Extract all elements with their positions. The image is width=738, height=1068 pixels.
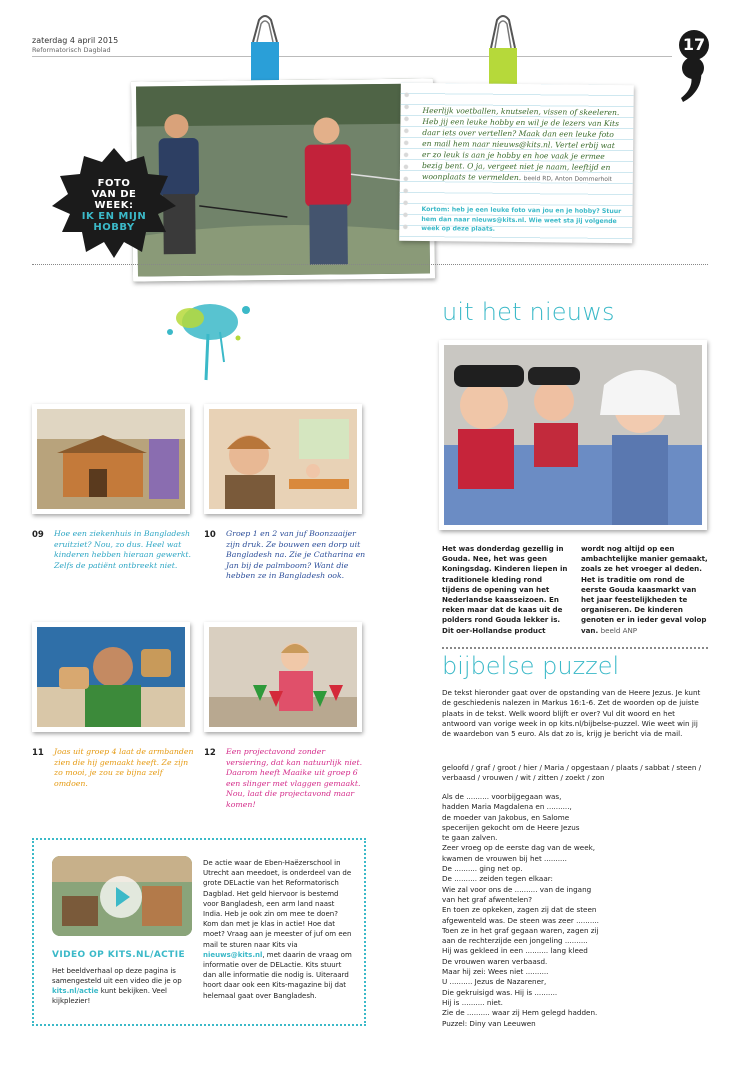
badge-line-4: HOBBY [93,222,135,233]
item-number-11: 11 [32,748,44,758]
photo-12 [204,622,362,732]
badge-line-2: VAN DE WEEK: [91,189,137,211]
comma-logo-icon [679,56,707,104]
item-caption-10: Groep 1 en 2 van juf Boonzaaijer zijn druk. Ze bouwen een dorp uit Bangladesh na. Zie je Catharina en Jan bij de palmboom? Want die hebben ze in Bangladesh ook. [226,529,366,580]
photo-09 [32,404,190,514]
girl-garland-illustration [209,627,357,727]
newspaper-name: Reformatorisch Dagblad [32,46,111,54]
header-rule [32,56,672,57]
photo-of-week-image [131,78,435,281]
puzzle-word-list: geloofd / graf / groot / hier / Maria / opgestaan / plaats / sabbat / steen / verbaasd / vrouwen / wit / zitten / zoekt / zon [442,763,702,783]
news-section-title: uit het nieuws [442,298,615,326]
video-link[interactable]: kits.nl/actie [52,987,99,995]
boy-bracelets-illustration [37,627,185,727]
video-text-before: Het beeldverhaal op deze pagina is samengesteld uit een video die je op [52,967,182,985]
play-icon[interactable] [100,876,142,918]
note-body [422,105,623,185]
badge-line-1: FOTO [97,178,131,189]
puzzle-divider [442,647,708,649]
action-text-after: , met daarin de vraag om informatie over de DELactie. Kits stuurt dan alle informatie die nodig is. Uiteraard hoort daar ook een Kits-magazine bij dat helemaal gaat over Bangladesh. [203,950,352,1000]
item-caption-12: Een projectavond zonder versiering, dat kan natuurlijk niet. Daarom heeft Maaike uit groep 6 een slinger met vlaggen gemaakt. Nou, laat die projectavond maar komen! [226,747,363,809]
news-article [442,544,708,636]
video-description [52,966,192,1006]
puzzle-text: Als de .......... voorbijgegaan was, hadden Maria Magdalena en .........., de moeder van Jakobus, en Salome specerijen gekocht om de Heere Jezus te gaan zalven. Zeer vroeg op de eerste dag van de week, kwamen de vrouwen bij het .......... De .......... ging net op. De .......... zeiden tegen elkaar: Wie zal voor ons de .......... van de ingang van het graf afwentelen? En toen ze opkeken, zagen zij dat de steen afgewenteld was. De steen was zeer .......... Toen ze in het graf gegaan waren, zagen zij aan de rechterzijde een jongeling .......... Hij was gekleed in een .......... lang kleed De vrouwen waren verbaasd. Maar hij zei: Wees niet .......... U .......... Jezus de Nazarener, Die gekruisigd was. Hij is .......... Hij is .......... niet. Zie de .......... waar zij Hem gelegd hadden. [442,792,599,1018]
page-number: 17 [679,30,709,60]
note-summary: Kortom: heb je een leuke foto van jou en je hobby? Stuur hem dan naar nieuws@kits.nl. Wie weet sta jij volgende week op deze plaats. [421,206,622,233]
photo-11 [32,622,190,732]
hospital-model-illustration [37,409,185,509]
action-text-before: De actie waar de Eben-Haëzerschool in Utrecht aan meedoet, is onderdeel van de grote DELactie van het Reformatorisch Dagblad. Het geld hiervoor is bestemd voor Bangladesh, een arm land naast India. Heb je ook zin om mee te doen? Kom dan met je klas in actie! Hoe dat moet? Vraag aan je meester of juf om een mail te sturen naar Kits via [203,859,352,949]
video-text-after: kunt bekijken. Veel kijkplezier! [52,987,167,1005]
video-thumbnail[interactable] [52,856,192,936]
photo-10 [204,404,362,514]
item-caption-11: Joas uit groep 4 laat de armbanden zien die hij gemaakt heeft. Ze zijn zo mooi, je zou ze bijna zelf omdoen. [54,747,194,788]
news-photo-credit: beeld ANP [600,625,638,635]
item-number-12: 12 [204,748,216,758]
notebook-note [399,83,634,243]
note-photo-credit: beeld RD, Anton Dommerholt [523,175,613,184]
section-divider [32,264,708,265]
item-number-10: 10 [204,530,216,540]
news-article-text: Het was donderdag gezellig in Gouda. Nee, het was geen Koningsdag. Kinderen liepen in traditionele kleding rond tijdens de opening van het Nederlandse kaasseizoen. En reken maar dat de kaas uit de polders rond Gouda lekker is. Dit oer-Hollandse product wordt nog altijd op een ambachtelijke manier gemaakt, zoals ze het vroeger al deden. Het is traditie om rond de eerste Gouda kaasmarkt van het jaar feestelijkheden te organiseren. De kinderen genoten er in ieder geval volop van. [442,544,708,635]
notebook-holes [401,89,411,235]
gouda-children-illustration [444,345,702,525]
puzzle-intro: De tekst hieronder gaat over de opstanding van de Heere Jezus. Je kunt de geschiedenis nalezen in Markus 16:1-6. Zet de woorden op de juiste plaats in de tekst. Welk woord blijft er over? Vul dit woord en het antwoord van vorige week in op kits.nl/bijbelse-puzzel. Wie weet win jij de waardebon van 5 euro. Als dat zo is, krijg je bericht via de mail. [442,688,701,739]
action-description [203,858,353,1001]
badge-line-3: IK EN MIJN [81,211,147,222]
item-caption-09: Hoe een ziekenhuis in Bangladesh eruitziet? Nou, zo dus. Heel wat kinderen hebben hieraan gewerkt. Zelfs de patiënt ontbreekt niet. [54,529,192,570]
photo-of-week-label [52,148,176,258]
item-number-09: 09 [32,530,44,540]
fishing-boys-illustration [136,83,430,276]
issue-date: zaterdag 4 april 2015 [32,36,119,45]
paint-splash-icon [150,292,260,382]
puzzle-credit: Puzzel: Diny van Leeuwen [442,1019,536,1028]
news-photo [439,340,707,530]
note-body-text: Heerlijk voetballen, knutselen, vissen of skeeleren. Heb jij een leuke hobby en wil je de lezers van Kits daar iets over vertellen? Maak dan een leuke foto en mail hem naar nieuws@kits.nl. Vertel erbij wat er zo leuk is aan je hobby en hoe vaak je ermee bezig bent. O ja, vergeet niet je naam, leeftijd en woonplaats te vermelden. [421,106,620,183]
action-email-link[interactable]: nieuws@kits.nl [203,950,263,959]
video-title: VIDEO OP KITS.NL/ACTIE [52,950,186,960]
puzzle-section-title: bijbelse puzzel [442,652,620,680]
classroom-teacher-illustration [209,409,357,509]
